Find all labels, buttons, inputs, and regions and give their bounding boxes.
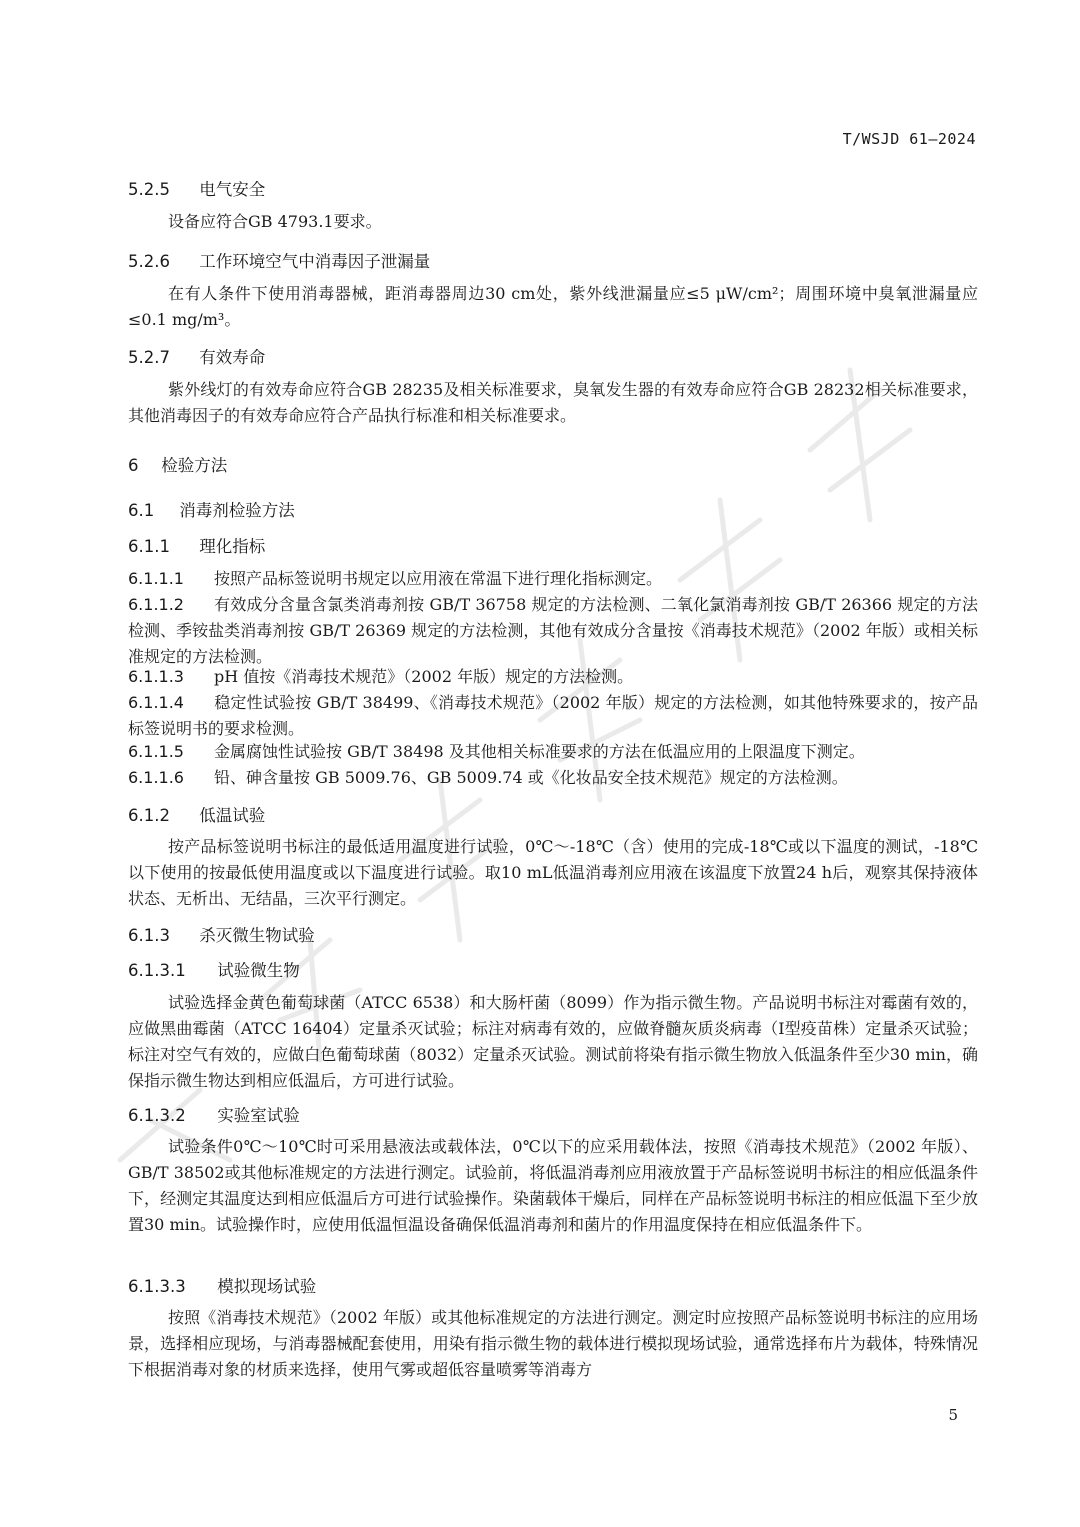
section-title: 理化指标 [199,537,266,556]
section-title: 消毒剂检验方法 [179,501,295,520]
section-number: 5.2.7 [128,348,170,367]
section-heading [128,176,265,200]
chapter-number: 6 [128,456,139,475]
clause-number: 6.1.1.6 [128,768,184,787]
section-number: 5.2.5 [128,180,170,199]
paragraph: 试验条件0℃～10℃时可采用悬液法或载体法，0℃以下的应采用载体法，按照《消毒技术规范》（2002 年版）、GB/T 38502或其他标准规定的方法进行测定。试验前，将低温消毒剂应用液放置于产品标签说明书标注的相应低温条件下，经测定其温度达到相应低温后方可进行试验操作。染菌载体干燥后，同样在产品标签说明书标注的相应低温下至少放置30 min。试验操作时，应使用低温恒温设备确保低温消毒剂和菌片的作用温度保持在相应低温条件下。 [128,1137,978,1234]
section-number: 6.1.3.1 [128,961,186,980]
section-number: 6.1.3.2 [128,1106,186,1125]
clause-number: 6.1.1.5 [128,742,184,761]
paragraph: 按照《消毒技术规范》（2002 年版）或其他标准规定的方法进行测定。测定时应按照产品标签说明书标注的应用场景，选择相应现场，与消毒器械配套使用，用染有指示微生物的载体进行模拟现场试验，通常选择布片为载体，特殊情况下根据消毒对象的材质来选择，使用气雾或超低容量喷雾等消毒方 [128,1308,978,1379]
section-heading [128,344,265,368]
section-number: 6.1.3 [128,926,170,945]
section-heading [128,1102,300,1126]
section-title: 有效寿命 [199,348,266,367]
paragraph: 紫外线灯的有效寿命应符合GB 28235及相关标准要求，臭氧发生器的有效寿命应符合GB 28232相关标准要求，其他消毒因子的有效寿命应符合产品执行标准和相关标准要求。 [128,380,978,425]
clause [128,592,978,670]
clause-text: pH 值按《消毒技术规范》（2002 年版）规定的方法检测。 [214,667,634,686]
section-heading [128,248,430,272]
paragraph: 设备应符合GB 4793.1要求。 [168,212,382,231]
paragraph: 在有人条件下使用消毒器械，距消毒器周边30 cm处，紫外线泄漏量应≤5 μW/cm²；周围环境中臭氧泄漏量应≤0.1 mg/m³。 [128,284,978,329]
chapter-heading [128,452,227,476]
section-number: 6.1 [128,501,155,520]
section-number: 6.1.1 [128,537,170,556]
clause [128,690,978,742]
section-title: 实验室试验 [217,1106,300,1125]
paragraph: 按产品标签说明书标注的最低适用温度进行试验，0℃～-18℃（含）使用的完成-18℃或以下温度的测试，-18℃以下使用的按最低使用温度或以下温度进行试验。取10 mL低温消毒剂应用液在该温度下放置24 h后，观察其保持液体状态、无析出、无结晶，三次平行测定。 [128,837,978,908]
clause-text: 金属腐蚀性试验按 GB/T 38498 及其他相关标准要求的方法在低温应用的上限温度下测定。 [214,742,865,761]
clause-text: 有效成分含量含氯类消毒剂按 GB/T 36758 规定的方法检测、二氧化氯消毒剂按 GB/T 26366 规定的方法检测、季铵盐类消毒剂按 GB/T 26369 规定的方法检测，其他有效成分含量按《消毒技术规范》（2002 年版）或相关标准规定的方法检测。 [128,595,978,666]
page-number: 5 [948,1406,958,1424]
clause [128,566,978,592]
section-title: 模拟现场试验 [217,1277,317,1296]
clause [128,739,978,765]
section-heading [128,922,315,946]
clause [128,664,978,690]
section-heading [128,957,300,981]
section-number: 5.2.6 [128,252,170,271]
clause-text: 铅、砷含量按 GB 5009.76、GB 5009.74 或《化妆品安全技术规范》规定的方法检测。 [214,768,848,787]
standard-code: T/WSJD 61—2024 [842,130,976,148]
section-title: 工作环境空气中消毒因子泄漏量 [199,252,431,271]
section-title: 电气安全 [199,180,266,199]
section-number: 6.1.3.3 [128,1277,186,1296]
section-heading [128,497,295,521]
section-title: 试验微生物 [217,961,300,980]
clause-number: 6.1.1.3 [128,667,184,686]
section-title: 低温试验 [199,806,266,825]
section-number: 6.1.2 [128,806,170,825]
clause-number: 6.1.1.2 [128,595,184,614]
chapter-title: 检验方法 [161,456,228,475]
clause [128,765,978,791]
section-heading [128,1273,316,1297]
section-heading [128,802,265,826]
clause-number: 6.1.1.1 [128,569,184,588]
clause-number: 6.1.1.4 [128,693,184,712]
section-title: 杀灭微生物试验 [199,926,315,945]
section-heading [128,533,265,557]
clause-text: 稳定性试验按 GB/T 38499、《消毒技术规范》（2002 年版）规定的方法检测，如其他特殊要求的，按产品标签说明书的要求检测。 [128,693,978,738]
clause-text: 按照产品标签说明书规定以应用液在常温下进行理化指标测定。 [214,569,663,588]
paragraph: 试验选择金黄色葡萄球菌（ATCC 6538）和大肠杆菌（8099）作为指示微生物。产品说明书标注对霉菌有效的，应做黑曲霉菌（ATCC 16404）定量杀灭试验；标注对病毒有效的，应做脊髓灰质炎病毒（Ⅰ型疫苗株）定量杀灭试验；标注对空气有效的，应做白色葡萄球菌（8032）定量杀灭试验。测试前将染有指示微生物放入低温条件至少30 min，确保指示微生物达到相应低温后，方可进行试验。 [128,993,978,1090]
